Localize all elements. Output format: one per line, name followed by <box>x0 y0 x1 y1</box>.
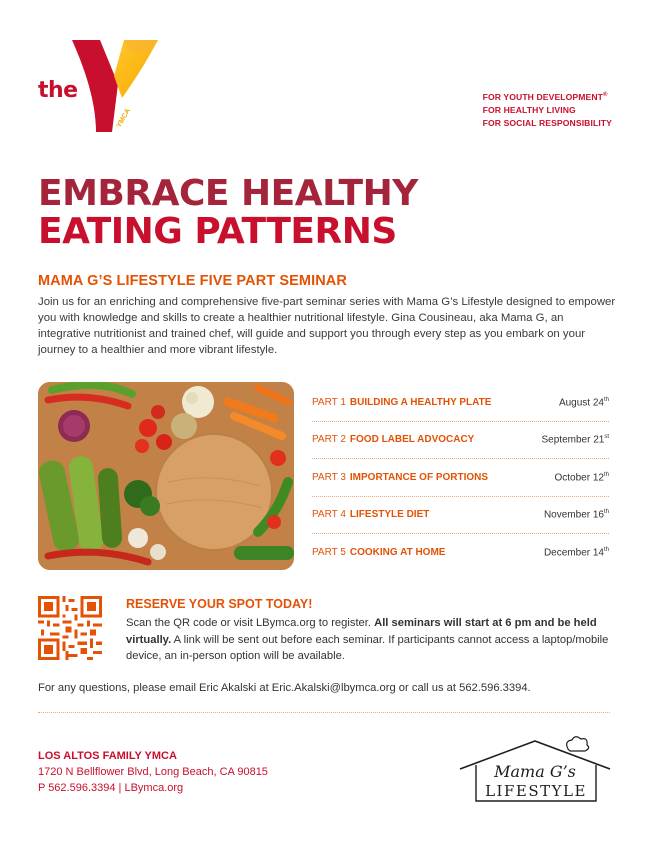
schedule-row <box>312 422 609 460</box>
branch-street: 1720 N Bellflower Blvd, Long Beach, CA 90815 <box>38 766 268 778</box>
y-logo-icon <box>66 36 161 136</box>
session-topic: BUILDING A HEALTHY PLATE <box>349 396 492 408</box>
page-title <box>38 175 598 251</box>
svg-text:YMCA: YMCA <box>115 107 133 129</box>
seminar-schedule <box>312 384 609 572</box>
session-topic: FOOD LABEL ADVOCACY <box>349 434 475 446</box>
logo-the-text: the <box>38 78 78 103</box>
part-number: PART 3 <box>312 471 346 483</box>
svg-text:LIFESTYLE: LIFESTYLE <box>485 782 587 800</box>
title-line-2: EATING PATTERNS <box>38 211 397 252</box>
ymca-taglines <box>483 89 612 130</box>
session-date: November 16th <box>543 509 609 521</box>
schedule-row <box>312 497 609 535</box>
branch-name: LOS ALTOS FAMILY YMCA <box>38 750 177 762</box>
reserve-heading: RESERVE YOUR SPOT TODAY! <box>126 597 313 611</box>
branch-address <box>38 748 268 796</box>
vegetables-photo <box>38 382 294 570</box>
session-date: October 12th <box>554 471 609 483</box>
part-number: PART 2 <box>312 434 346 446</box>
contact-questions: For any questions, please email Eric Akalski at Eric.Akalski@lbymca.org or call us at 562.596.3394. <box>38 682 531 694</box>
session-topic: COOKING AT HOME <box>349 547 446 559</box>
schedule-row <box>312 459 609 497</box>
mama-gs-lifestyle-logo <box>456 735 614 805</box>
tagline-social: FOR SOCIAL RESPONSIBILITY <box>482 117 612 128</box>
title-line-1: EMBRACE HEALTHY <box>38 173 418 214</box>
part-number: PART 5 <box>312 547 346 559</box>
session-date: December 14th <box>543 547 609 559</box>
schedule-row <box>312 534 609 572</box>
seminar-subtitle: MAMA G’S LIFESTYLE FIVE PART SEMINAR <box>38 273 347 289</box>
reserve-text: Scan the QR code or visit LBymca.org to register. All seminars will start at 6 pm and be held virtually. A link will be sent out before each seminar. If participants cannot access a laptop/mobile device, an in-person option will be available. <box>126 617 609 662</box>
part-number: PART 1 <box>312 396 346 408</box>
tagline-healthy: FOR HEALTHY LIVING <box>482 104 576 115</box>
tagline-youth: FOR YOUTH DEVELOPMENT® <box>482 91 608 102</box>
registration-qr-code[interactable] <box>38 596 102 660</box>
session-date: September 21st <box>541 434 609 446</box>
session-date: August 24th <box>558 396 609 408</box>
svg-text:Mama G’s: Mama G’s <box>494 762 576 781</box>
session-topic: LIFESTYLE DIET <box>349 509 430 521</box>
part-number: PART 4 <box>312 509 346 521</box>
branch-contact[interactable]: P 562.596.3394 | LBymca.org <box>38 782 184 794</box>
schedule-row <box>312 384 609 422</box>
reserve-bold-text: All seminars will start at 6 pm and be held virtually. <box>126 617 597 646</box>
session-topic: IMPORTANCE OF PORTIONS <box>349 471 489 483</box>
ymca-logo <box>38 36 168 138</box>
divider <box>38 712 610 713</box>
intro-paragraph: Join us for an enriching and comprehensive five-part seminar series with Mama G’s Lifestyle designed to empower you with knowledge and skills to create a healthier nutritional lifestyle. Gina Cousineau, aka Mama G, an integrative nutritionist and trained chef, will guide and support you through every step as you embark on your journey to a healthier and more vibrant lifestyle. <box>38 296 616 356</box>
